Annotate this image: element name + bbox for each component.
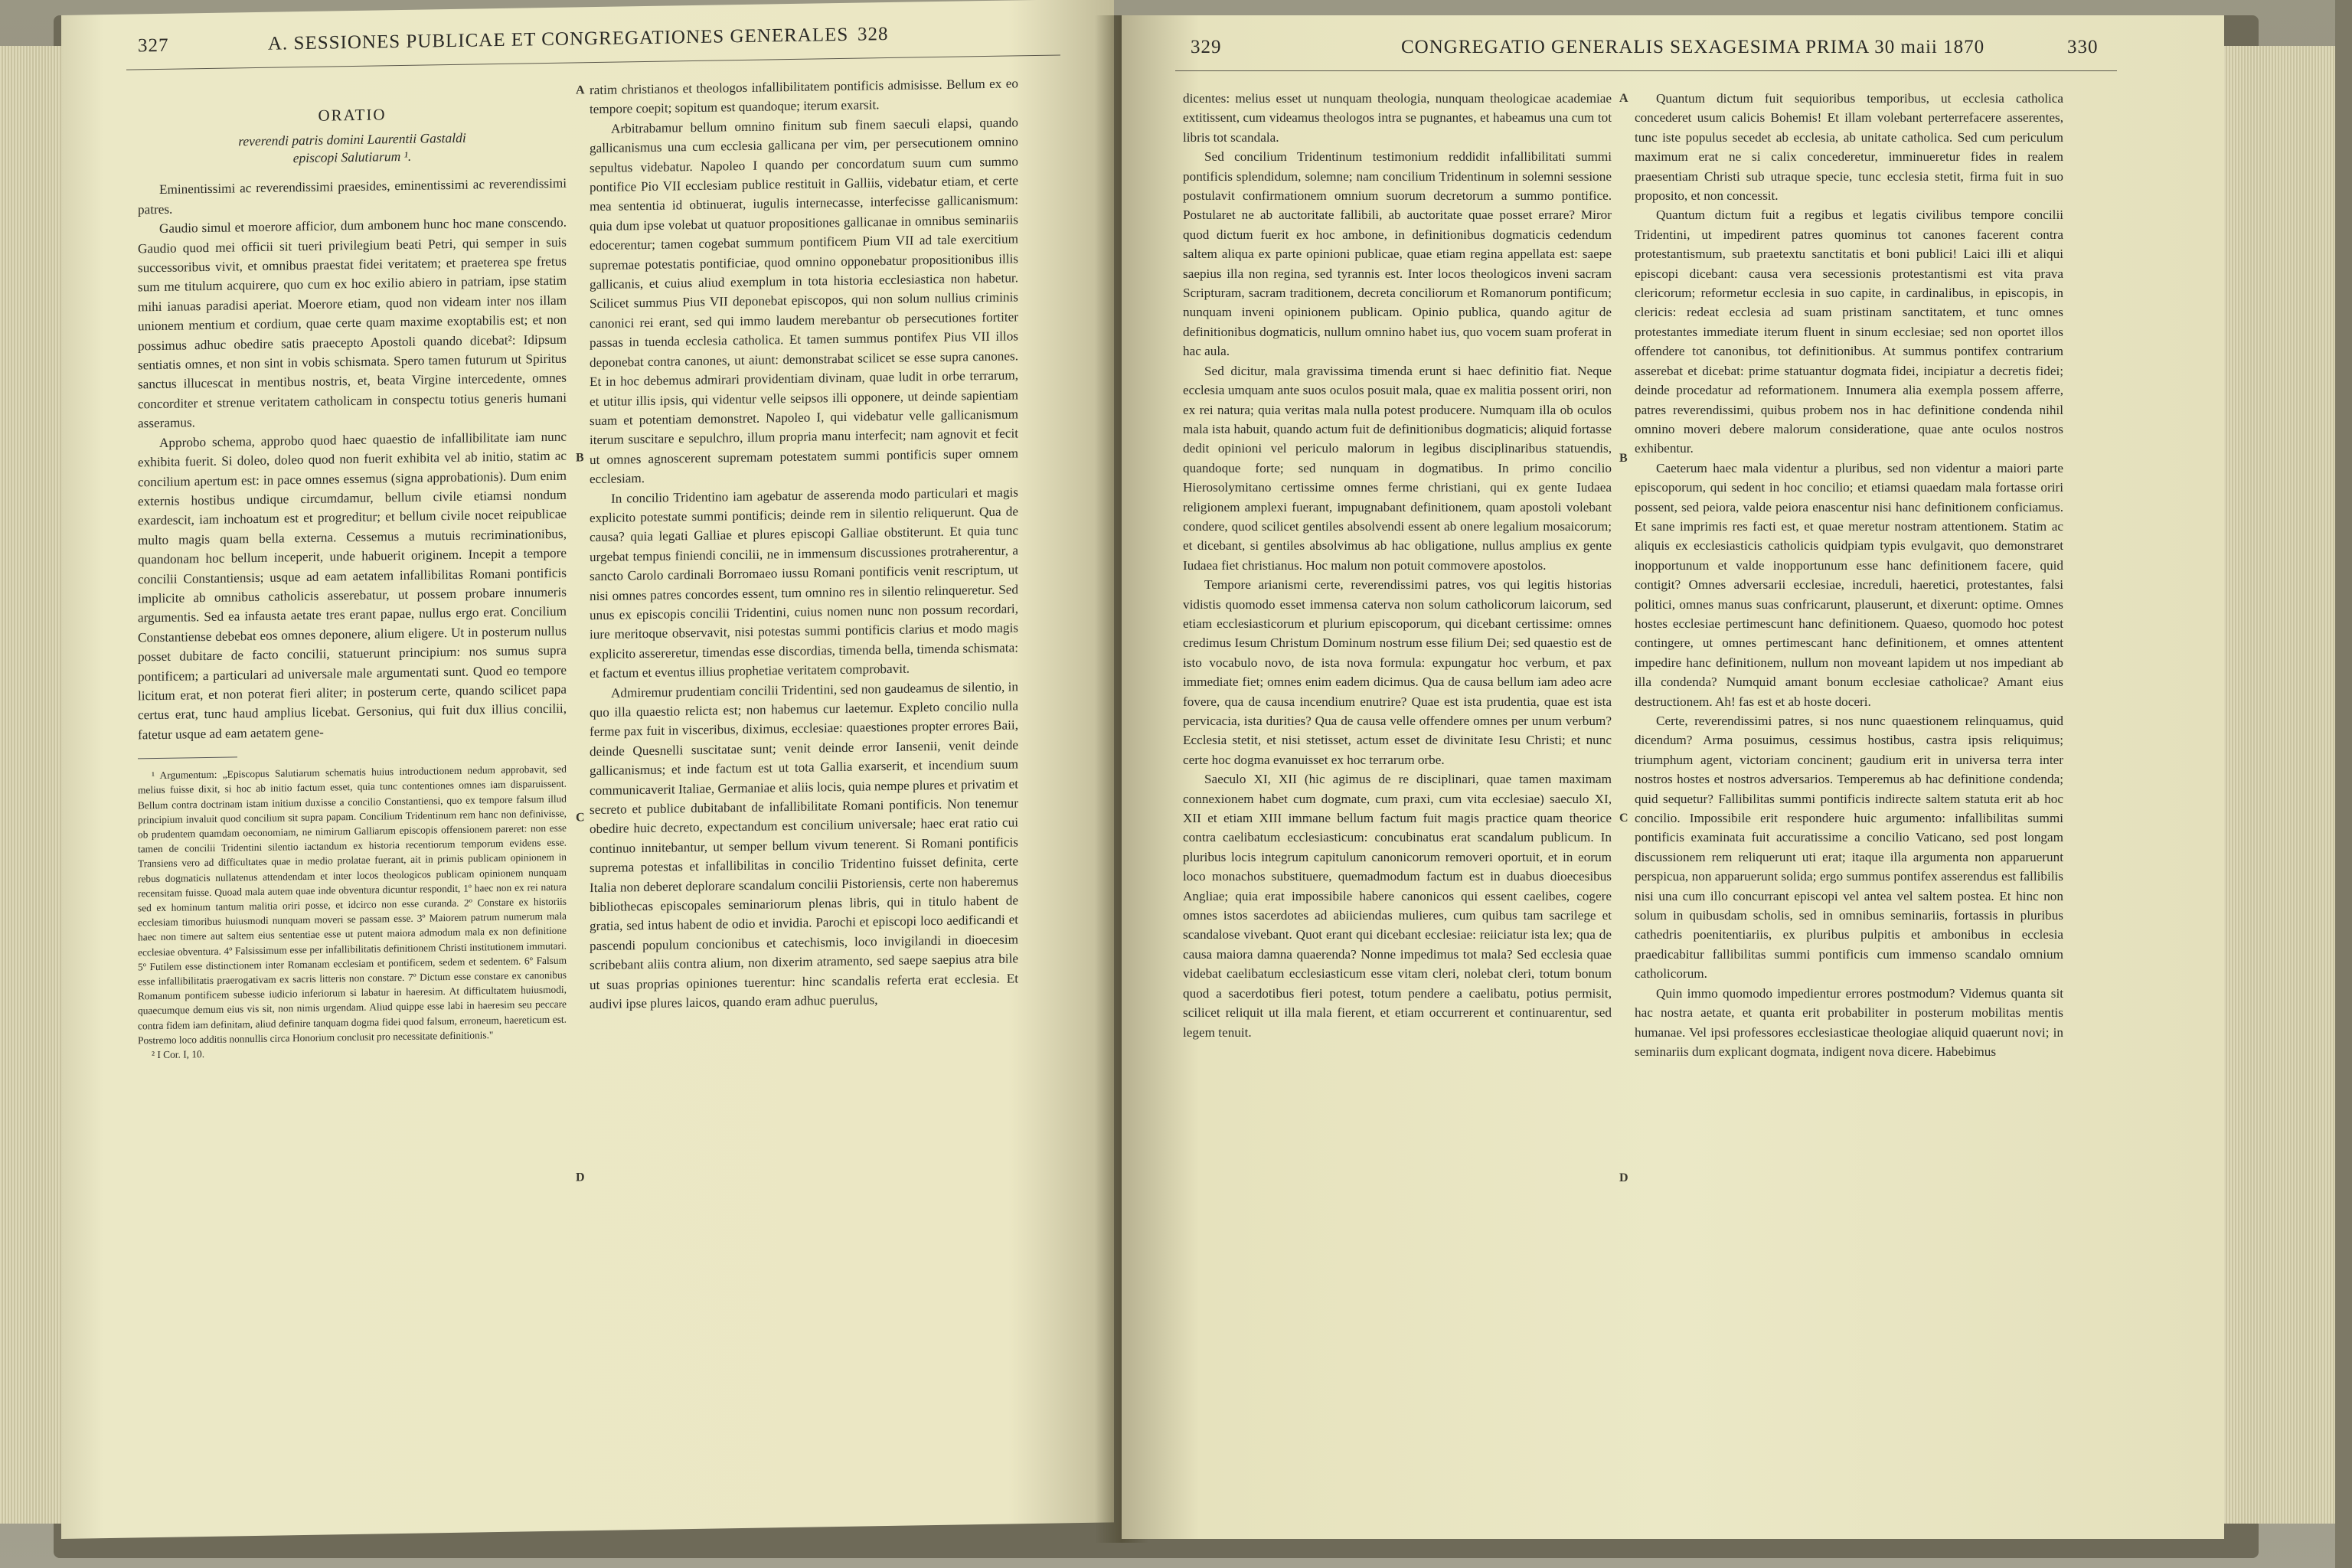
- paragraph: In concilio Tridentino iam agebatur de asserenda modo particulari et magis explicito potestate summi pontificis; deinde rem in silentio reliquerunt. Qua de causa? quia legati Galliae et plures episcopi Galliae obstiterunt. Et quia tunc urgebat tempus finiendi concilii, ne in immensum discussiones protraherentur, a sancto Carolo cardinali Borromaeo iussu Romani pontificis venit rescriptum, ut nisi omnes patres concordes essent, tum omnino res in silentio relinqueretur. Sed unus ex episcopis concilii Tridentini, cuius nomen nunc non possum recordari, iure meritoque observavit, nisi potestas summi pontificis clarius et modo magis explicito assereretur, timendas esse discordias, timenda bella, timenda schismata: et factum et eventus illius prophetiae veritatem comprobavit.: [590, 484, 1018, 681]
- paragraph: Tempore arianismi certe, reverendissimi patres, vos qui legitis historias vidistis quomodo esset immensa caterva non solum catholicorum laicorum, sed etiam ecclesiasticorum et plurium episcoporum, qui dicebant certissime: omnes credimus Iesum Christum Dominum nostrum esse filium Dei; sed quaestio est de isto vocabulo novo, de ista nova formula: expungatur hoc verbum, et pax immediate fiet; omnes enim eadem dicimus. Qua de causa bellum iam adeo acre fovere, qua de causa incendium enutrire? Quae est ista prudentia, quae est ista pervicacia, ista durities? Qua de causa velle offendere omnes per unum verbum? Ecclesia stetit, et nisi stetisset, actum esset de divinitate Iesu Christi; et nunc certe hoc dogma evanuisset ex hoc terrarum orbe.: [1183, 577, 1612, 767]
- subtitle-line-2: episcopi Salutiarum ¹.: [292, 149, 412, 166]
- footnote-rule: [138, 757, 237, 760]
- footnote-1: ¹ Argumentum: „Episcopus Salutiarum schematis huius introductionem nedum approbavit, sed melius fuisse dixit, si hoc ab initio factum esset, quia tunc contentiones omnes iam disparuissent. Bellum contra doctrinam istam initium duxisse a concilio Constantiensi, quo ex tempore falsum illud principium invaluit quod concilium sit supra papam. Concilium Tridentinum rem hanc non definivisse, ob prudentem quamdam oeconomiam, ne nimirum Galliarum episcopis offensionem pareret: non esse tamen de concilii Tridentini silentio iactandum ex historia recentiorum temporum evidens esse. Transiens vero ad difficultates quae in medio prolatae fuerant, ait in primis publicam opinionem in rebus dogmaticis nullatenus attendendam et inter locos theologicos publicam opinionem nunquam recensitam fuisse. Quoad mala autem quae inde obventura dicuntur respondit, 1º haec non ex rei natura sed ex hominum tantum malitia oriri posse, et idcirco non esse curanda. 2º Constare ex historiis ecclesiam timoribus huiusmodi nunquam moveri se passam esse. 3º Maiorem patrum numerum mala haec non timere aut saltem eius sententiae esse ut putent maiora admodum mala ex non definitione ecclesiae obventura. 4º Falsissimum esse per infallibilitatis definitionem Christi institutionem immutari. 5º Futilem esse distinctionem inter Romanam ecclesiam et pontificem, sedem et sedentem. 6º Falsum esse infallibilitatis praerogativam ex sacris litteris non constare. 7º Dictum esse constare ex canonibus Romanum pontificem subesse iudicio inferiorum si labatur in haeresim. At difficultatem huiusmodi, quaecumque demum eius vis sit, non nimis urgendam. Aliud quippe esse labi in haeresim seu peccare contra fidem iam definitam, aliud definire tanquam dogma fidei quod falsum, erroneum, haereticum est. Postremo loco additis nonnullis circa Honorium conclusit pro necessitate definitionis.": [138, 763, 567, 1047]
- paragraph: Admiremur prudentiam concilii Tridentini, sed non gaudeamus de silentio, in quo illa quaestio relicta est; non habemus cur laetemur. Expleto concilio nulla ferme pax fuit in visceribus, diximus, ecclesiae: quaestiones propter errores Baii, deinde Quesnelli suscitatae sunt; venit deinde error Iansenii, venit deinde gallicanismus; et inde factum est ut tota Gallia exarserit, et incendium suum communicaverit Italiae, Germaniae et aliis locis, quia nempe plures et privatim et secreto et publice dubitabant de infallibilitate Romani pontificis. Non tenemur obedire huic decreto, expectandum est concilium universale; haec erat ratio cui continuo innitebantur, ut semper bellum vivum tenerent. Si Romani pontificis suprema potestas et infallibilitas in concilio Tridentino fuisset definita, certe Italia non deberet deplorare scandalum concilii Pistoriensis, certe non haberemus bibliothecas episcopales seminariorum plenas libris, qui in titulo habent de gratia, sed intus habent de odio et invidia. Parochi et episcopi loco aedificandi et pascendi populum concionibus et catechismis, loco invigilandi in dioecesim scribebant aliis contra alium, non dixerim atramento, sed saepe saepius atra bile ut suas proprias opiniones tuerentur: hinc scandalis referta erat ecclesia. Et audivi ipse plures laicos, quando eram adhuc puerulus,: [590, 678, 1018, 1012]
- left-page-edges: [0, 46, 61, 1524]
- right-running-header: [1122, 37, 2224, 67]
- paragraph: Quantum dictum fuit a regibus et legatis civilibus tempore concilii Tridentini, ut impedirent patres quominus tot canones facerent contra protestantismum, sub praetextu sanctitatis et boni publici! Laici illi et aliqui episcopi dicebant: causa vera secessionis protestantismi est vita prava clericorum; reformetur ecclesia in suo capite, in cardinalibus, in episcopis, in clericis: redeat ecclesia ad suam pristinam sanctitatem, et tunc omnes protestantes immediate iterum fluent in sinum ecclesiae; sed non oportet illos offendere tot canonibus, tot definitionibus. At summus pontifex contrarium asserebat et dicebat: prime statuantur dogmata fidei, incipiatur a decretis fidei; deinde procedatur ad reformationem. Innumera alia exempla possem afferre, patres reverendissimi, quibus probem nos in hac definitione condenda nihil omnino moveri debere malorum consideratione, quae ante oculos nostros exhibentur.: [1635, 207, 2063, 456]
- margin-mark-d: D: [1619, 1171, 1628, 1184]
- left-column-1: [138, 81, 567, 1063]
- paragraph: ratim christianos et theologos infallibilitatem pontificis admisisse. Bellum ex eo tempore coepit; sopitum est quandoque; iterum exarsit.: [590, 76, 1018, 117]
- book-cover-edge: [2335, 0, 2352, 1568]
- paragraph: Saeculo XI, XII (hic agimus de re disciplinari, quae tamen maximam connexionem habet cum dogmate, cum praxi, cum vita ecclesiae) saeculo XI, XII et etiam XIII immane bellum factum fuit magis practice quam theorice contra caelibatum ecclesiasticum: concubinatus erat scandalum publicum. In pluribus locis integrum capitulum canonicorum removeri oportuit, et in eorum loco monachos substituere, quemadmodum factum est in duabus dioecesibus Angliae; quia erat impossibile habere canonicos qui essent caelibes, cogere omnes istos sacerdotes ad abiiciendas mulieres, cum quibus tam sacrilege et scandalose vivebant. Quot erant qui dicebant ecclesiae: reiiciatur ista lex; qua de causa maiora damna quaerenda? Nonne impedimus tot mala? Sed ecclesia quae videbat caelibatum ecclesiasticum esse vitam cleri, nolebat cleri, totum bonum quod a sacerdotibus fieri potest, totum pendere a caelibatu, potius permisit, scilicet reliquit ut illa mala fierent, et etiam occurrerent et continuarentur, sed legem tenuit.: [1183, 772, 1612, 1040]
- margin-mark-c: C: [576, 811, 585, 825]
- right-column-1: [1183, 89, 1612, 1042]
- paragraph: dicentes: melius esset ut nunquam theologia, nunquam theologicae academiae extitissent, cum videamus theologos intra se pugnantes, et habeamus una cum tot libris tot scandala.: [1183, 91, 1612, 145]
- page-number-330: 330: [2067, 37, 2099, 57]
- page-number-328: 328: [858, 24, 889, 45]
- paragraph: Sed dicitur, mala gravissima timenda erunt si haec definitio fiat. Neque ecclesia umquam ante suos oculos posuit mala, quae ex malitia possent oriri, non ex rei natura; quia veritas mala nulla potest producere. Numquam illa ob oculos mala ista habuit, quando actum fuit de definitionibus dogmaticis; aliquid fortasse dedit opinioni vel periculo malorum in legibus disciplinaribus statuendis, quandoque forte; sed nunquam in dogmatibus. In primo concilio Hierosolymitano certissime omnes ferme christiani, qui ex gente Iudaea religionem amplexi fuerant, impugnabant definitionem, quam apostoli volebant condere, quod scilicet gentiles absolvendi essent ab onere legalium mosaicorum; et dicebant, si gentiles absolvimus ab hac obligatione, nullus amplius ex gente Iudaea fiet christianus. Hoc malum non potuit commovere apostolos.: [1183, 363, 1612, 573]
- margin-mark-a: A: [576, 83, 585, 97]
- right-page: [1122, 15, 2224, 1539]
- paragraph: Arbitrabamur bellum omnino finitum sub finem saeculi elapsi, quando gallicanismus una cum ecclesia gallicana per vim, per persecutionem omnino sepultus videbatur. Napoleo I quando per concordatum suum cum summo pontifice Pio VII ecclesiam publice restituit in Galliis, videbatur etiam, et certe mea sententia id obtinuerat, iugulis internecasse, interfecisse gallicanismum: quia dum ipse volebat ut quatuor propositiones gallicanae in omnibus seminariis edocerentur; tamen cogebat summum pontificem Pium VII ad tale exercitium supremae potestatis pontificiae, quod omnino opponebatur propositionibus illis gallicanis, et cuius aliud exemplum in tota historia ecclesiastica non habetur. Scilicet summus Pius VII deponebat episcopos, qui non solum nullius criminis canonici rei erant, sed qui immo laudem merebantur ob persecutiones fortiter passas in tuenda ecclesia catholica. Et tamen summus pontifex Pius VII illos deponebat contra canones, ut aiunt: demonstrabat scilicet se esse supra canones. Et in hoc debemus admirari providentiam divinam, quae ludit in orbe terrarum, et utitur illis ipsis, qui videntur velle seipsos illi opponere, ut deinde sapientiam suam et potentiam demonstret. Napoleo I, qui videbatur velle gallicanismum iterum suscitare e sepulchro, illum propria manu interfecit; nam agnovit et fecit ut omnes agnoscerent supremam potestatem summi pontificis super omnem ecclesiam.: [590, 115, 1018, 487]
- left-running-header: [61, 20, 1114, 67]
- paragraph: Quin immo quomodo impedientur errores postmodum? Videmus quanta sit hac nostra aetate, et quanta erit probabiliter in posterum mobilitas mentis humanae. Vel ipsi professores ecclesiasticae theologiae aliquid quaerunt novi; in seminariis dum explicant dogmata, indigent nova dicere. Habebimus: [1635, 985, 2063, 1059]
- left-running-head: A. SESSIONES PUBLICAE ET CONGREGATIONES GENERALES: [268, 24, 849, 54]
- paragraph: Certe, reverendissimi patres, si nos nunc quaestionem relinquamus, quid dicendum? Arma posuimus, cessimus hostibus, castra ipsis reliquimus; triumphum agent, victoriam concinent; gaudium erit in universa terra inter nostros hostes et nostros adversarios. Temperemus ab hac definitione condenda; quid sequetur? Fallibilitas summi pontificis indirecte saltem statuta erit ab hoc concilio. Impossibile erit respondere huic argumento: infallibilitas summi pontificis examinata fuit accuratissime a concilio Vaticano, sed post longam discussionem rem reliquerunt uti erat; itaque illa argumenta non apparuerunt perspicua, non apparuerunt solida; ergo summus pontifex asserendus est fallibilis nisi una cum illo concurrant episcopi vel antea vel saltem postea. Et hinc non solum in quibusdam scholis, sed in omnibus seminariis, fortassis in pluribus cathedris poenitentiariis, ex pluribus pulpitis et ambonibus in ecclesia praedicabitur fallibilitas summi pontificis cum immenso scandalo omnium catholicorum.: [1635, 714, 2063, 982]
- margin-mark-b: B: [576, 451, 584, 465]
- right-running-head: CONGREGATIO GENERALIS SEXAGESIMA PRIMA 30 maii 1870: [1401, 37, 1985, 57]
- footnotes: [138, 762, 567, 1063]
- page-number-329: 329: [1191, 37, 1222, 57]
- margin-mark-d: D: [576, 1171, 585, 1184]
- oratio-subtitle: [138, 128, 567, 170]
- margin-mark-b: B: [1619, 452, 1628, 465]
- right-column-2: [1635, 89, 2063, 1061]
- subtitle-line-1: reverendi patris domini Laurentii Gastaldi: [238, 130, 466, 149]
- margin-mark-c: C: [1619, 812, 1628, 825]
- left-page: [61, 0, 1114, 1539]
- paragraph: Approbo schema, approbo quod haec quaestio de infallibilitate iam nunc exhibita fuerit. Si doleo, doleo quod non fuerit exhibita vel ab initio, statim ac concilium apertum est: in pace omnes essemus (signa approbationis). Dum enim externis hostibus undique circumdamur, bellum civile etiamsi nondum exardescit, iam inchoatum est et progreditur; et bellum civile nocet reipublicae multo magis quam bella externa. Cessemus a mutuis recriminationibus, quandonam hoc bellum inceperit, unde habuerit originem. Incepit a tempore concilii Constantiensis; usque ad eam aetatem infallibilitas Romani pontificis implicite ab omnibus catholicis asserebatur, ut possem probare innumeris argumentis. Sed ea infausta aetate tres erant papae, nullus ergo erat. Concilium Constantiense debebat eos omnes deponere, alium eligere. Ut in posterum nullus posset dubitare de facto concilii, statuerunt principium: nos sumus supra pontificem; a particulari ad universale male argumentati sunt. Quod eo tempore licitum erat, et non poterat fieri aliter; in posterum certe, quando scilicet papa certus erat, tunc haud amplius licebat. Gersonius, qui fuit dux illius concilii, fatetur usque ad eam aetatem gene-: [138, 429, 567, 743]
- right-page-edges: [2224, 46, 2347, 1524]
- paragraph: Gaudio simul et moerore afficior, dum ambonem hunc hoc mane conscendo. Gaudio quod mei officii sit tueri privilegium beati Petri, qui semper in suis successoribus vivit, et omnibus praestat fidei veritatem; et praeterea spe fretus sum me titulum acquirere, quo cum ex hoc exilio abiero in patriam, ipse statim mihi ianuas paradisi aperiat. Moerore etiam, quod non videam inter nos illam unionem mentium et cordium, quae certe quam maxime exoptabilis est; et non possimus adhuc obedire satis praecepto Apostoli quando dicebat²: Idipsum sentiatis omnes, et non sint in vobis schismata. Spero tamen futurum ut Spiritus sanctus illucescat in mentibus nostris, et, beata Virgine intercedente, omnes concorditer et strenue veritatem catholicam in conspectu totius generis humani asseramus.: [138, 214, 567, 431]
- oratio-title: ORATIO: [318, 105, 387, 125]
- header-rule: [1175, 70, 2117, 71]
- page-number-327: 327: [138, 34, 169, 57]
- paragraph: Eminentissimi ac reverendissimi praesides, eminentissimi ac reverendissimi patres.: [138, 176, 567, 217]
- left-column-2: [590, 74, 1018, 1014]
- paragraph: Quantum dictum fuit sequioribus temporibus, ut ecclesia catholica concederet usum calicis Bohemis! Et illam volebant perterrefacere asserentes, tunc iste populus secedet ab ecclesia, ab unitate catholica. Sed cum periculum maximum erat ne si calix concederetur, imminueretur fides in realem praesentiam Christi sub utraque specie, tunc ecclesia stetit, firma fuit in suo proposito, et non concessit.: [1635, 91, 2063, 204]
- margin-mark-a: A: [1619, 92, 1628, 105]
- paragraph: Sed concilium Tridentinum testimonium reddidit infallibilitati summi pontificis splendidum, solemne; nam concilium Tridentinum in solemni sessione postulavit confirmationem omnium suorum decretorum a summo pontifice. Postularet ne ab auctoritate fallibili, ab auctoritate quae posset errare? Miror quod dictum fuerit ex hoc ambone, in definitionibus dogmaticis cedendum saltem aliqua ex parte opinioni publicae, quae etiam regina appellata est: saepe saepius illa non regina, sed tyrannis est. Inter locos theologicos inveni sacram Scripturam, sacram traditionem, decreta conciliorum et Romanorum pontificum; nunquam inveni opinionem publicam. Opinio publica, quando agitur de definitionibus dogmaticis, nullum omnino habet ius, quo vocem suam proferat in hac aula.: [1183, 149, 1612, 359]
- paragraph: Caeterum haec mala videntur a pluribus, sed non videntur a maiori parte episcoporum, qui sedent in hoc concilio; et etiamsi quaedam mala fortasse oriri possent, sed peiora, valde peiora enascentur nisi hanc definitionem conficiamus. Et sane imprimis res facti est, et quae meretur nostram attentionem. Statim ac aliquis ex ecclesiasticis catholicis quidpiam typis evulgavit, quo demonstraret inopportunum et valde inopportunum esse hanc definitionem facere, quid contigit? Omnes adversarii ecclesiae, increduli, haeretici, protestantes, falsi politici, omnes manus suas confricarunt, plauserunt, et dixerunt: optime. Omnes hostes ecclesiae pertimescunt hanc definitionem. Quaeso, quomodo hoc potest contingere, ut omnes pertimescant hanc definitionem, et omnes attentent impedire hanc definitionem, nullum non moveant lapidem ut nos impediant ab illa condenda? Numquid amant bonum ecclesiae catholicae? Amant eius destructionem. Ah! fas est et ab hoste doceri.: [1635, 460, 2063, 709]
- footnote-2: ² I Cor. I, 10.: [152, 1048, 205, 1061]
